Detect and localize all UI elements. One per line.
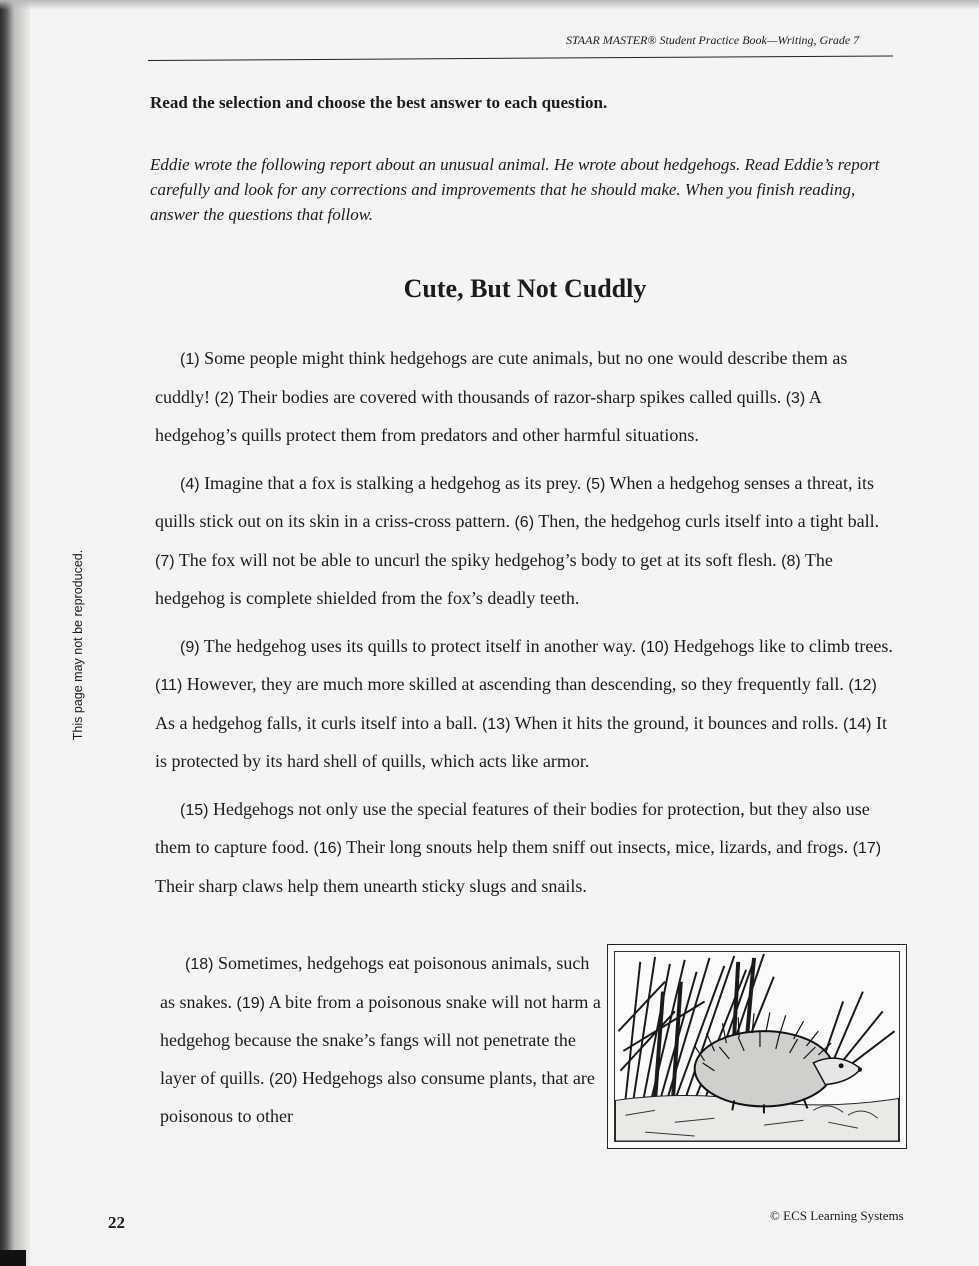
sentence-text: When it hits the ground, it bounces and rolls.: [510, 712, 844, 733]
paragraph-3: [155, 628, 900, 781]
paragraph-5: [160, 945, 605, 1136]
sentence-text: Hedgehogs like to climb trees.: [668, 635, 893, 656]
passage-body: [155, 340, 900, 915]
sentence-number: (17): [852, 840, 882, 857]
sentence-text: Imagine that a fox is stalking a hedgehog as its prey.: [199, 472, 586, 493]
sentence-number: (13): [481, 715, 511, 733]
sentence-number: (20): [268, 1070, 298, 1088]
sentence-text: However, they are much more skilled at ascending than descending, so they frequently fall.: [182, 674, 849, 694]
sentence-text: Their long snouts help them sniff out insects, mice, lizards, and frogs.: [341, 837, 853, 857]
sentence-text: The hedgehog uses its quills to protect itself in another way.: [199, 635, 641, 656]
paragraph-4: [155, 791, 900, 906]
hedgehog-drawing: [614, 951, 900, 1142]
header-rule: [148, 55, 893, 61]
sentence-text: The fox will not be able to uncurl the spiky hedgehog’s body to get at its soft flesh.: [174, 549, 782, 570]
sentence-number: (14): [843, 715, 872, 733]
top-edge-shadow: [0, 0, 979, 10]
sentence-number: (9): [180, 638, 200, 656]
paragraph-2: [155, 465, 900, 618]
sentence-number: (1): [180, 351, 200, 368]
sentence-number: (16): [313, 840, 342, 857]
sentence-number: (6): [514, 514, 535, 531]
sentence-text: Sometimes, hedgehogs eat poisonous animals, such as snakes.: [160, 953, 590, 1012]
sentence-text: Their bodies are covered with thousands of razor-sharp spikes called quills.: [234, 386, 786, 407]
sentence-text: The hedgehog is complete shielded from the fox’s deadly teeth.: [155, 549, 833, 608]
sentence-number: (3): [785, 389, 806, 407]
sentence-text: Some people might think hedgehogs are cute animals, but no one would describe them as cuddly!: [155, 348, 848, 407]
sentence-number: (12): [848, 677, 877, 694]
page-number: 22: [108, 1213, 125, 1232]
running-head: STAAR MASTER® Student Practice Book—Writing, Grade 7: [566, 33, 860, 47]
passage-title: Cute, But Not Cuddly: [403, 274, 647, 303]
sentence-number: (15): [180, 801, 209, 819]
sentence-text: It is protected by its hard shell of quills, which acts like armor.: [155, 712, 887, 771]
directions: Read the selection and choose the best answer to each question.: [150, 93, 608, 112]
sentence-text: Then, the hedgehog curls itself into a tight ball.: [534, 511, 880, 531]
copyright-notice: © ECS Learning Systems: [770, 1208, 904, 1223]
sentence-number: (10): [640, 638, 669, 656]
sentence-number: (8): [781, 552, 801, 570]
sentence-number: (5): [585, 475, 606, 493]
sentence-text: Hedgehogs not only use the special features of their bodies for protection, but they also use them to capture food.: [155, 798, 870, 857]
intro-paragraph: Eddie wrote the following report about an unusual animal. He wrote about hedgehogs. Read Eddie’s report carefully and look for any corrections and improvements that he should make. When you finish reading, answer the questions that follow.: [150, 155, 880, 224]
sentence-text: A hedgehog’s quills protect them from predators and other harmful situations.: [155, 386, 821, 445]
reproduction-notice: This page may not be reproduced.: [71, 549, 85, 741]
sentence-number: (7): [155, 552, 175, 570]
hedgehog-illustration: [607, 944, 907, 1149]
sentence-number: (4): [180, 475, 200, 493]
sentence-number: (19): [236, 994, 265, 1012]
sentence-text: As a hedgehog falls, it curls itself into a ball.: [155, 712, 482, 733]
sentence-number: (11): [155, 677, 183, 694]
sentence-text: When a hedgehog senses a threat, its quills stick out on its skin in a criss-cross pattern.: [155, 472, 874, 531]
sentence-text: Hedgehogs also consume plants, that are poisonous to other: [160, 1067, 595, 1126]
page-corner-mark: [0, 1250, 26, 1266]
sentence-number: (2): [214, 389, 235, 407]
paragraph-1: [155, 340, 900, 455]
sentence-text: A bite from a poisonous snake will not harm a hedgehog because the snake’s fangs will not penetrate the layer of quills.: [160, 991, 601, 1088]
sentence-number: (18): [185, 956, 214, 973]
page-binding-shadow: [0, 0, 30, 1266]
sentence-text: Their sharp claws help them unearth sticky slugs and snails.: [155, 875, 587, 896]
